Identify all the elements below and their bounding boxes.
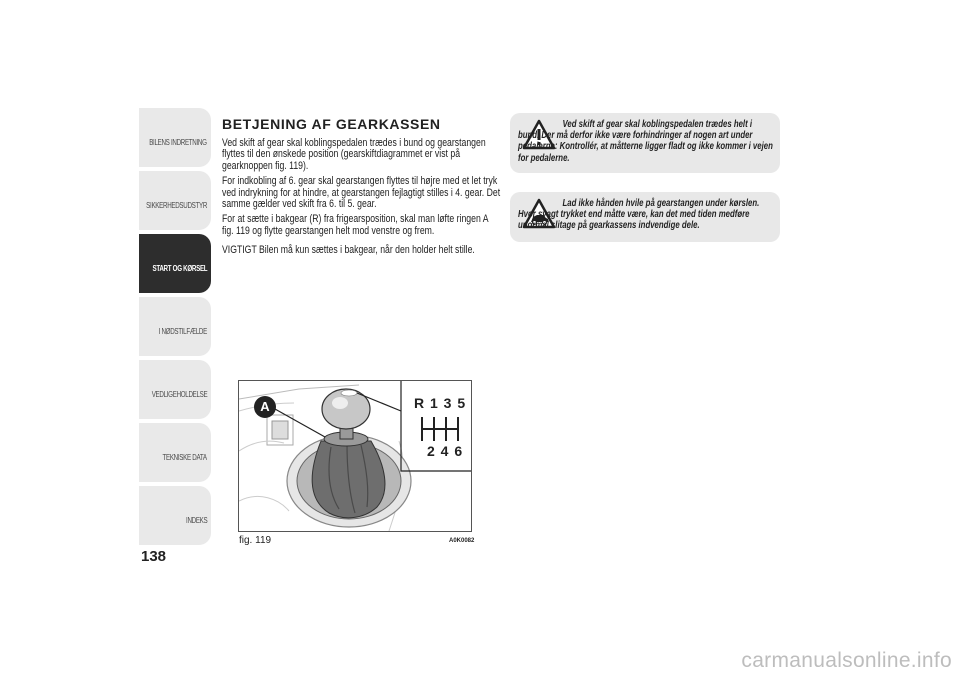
- shift-pattern-bottom: 2 4 6: [427, 443, 464, 459]
- caution-text: Lad ikke hånden hvile på gearstangen under kørslen. Hvor svagt trykket end måtte være, kan det med tiden medføre unormal slitage på gearkassens indvendige dele.: [518, 198, 760, 232]
- tab-i-nodstilfaelde[interactable]: [139, 297, 211, 356]
- tab-sikkerhedsudstyr[interactable]: [139, 171, 211, 230]
- paragraph: VIGTIGT Bilen må kun sættes i bakgear, når den holder helt stille.: [222, 244, 475, 257]
- tab-label: BILENS INDRETNING: [149, 138, 207, 147]
- paragraph: For at sætte i bakgear (R) fra frigearsposition, skal man løfte ringen A fig. 119 og flytte gearstangen helt mod venstre og frem.: [222, 213, 489, 237]
- paragraph: For indkobling af 6. gear skal gearstangen flyttes til højre med et let tryk ved indrykning for at hindre, at gearstangen fejlagtigt stilles i 4. gear. Det samme gælder ved skift fra 6. til 5. gear.: [222, 175, 501, 211]
- tab-indeks[interactable]: [139, 486, 211, 545]
- paragraph: Ved skift af gear skal koblingspedalen trædes i bund og gearstangen flyttes til den ønskede position (gearskiftdiagrammet er vist på gearknoppen fig. 119).: [222, 137, 486, 172]
- caution-box: [510, 192, 780, 242]
- tab-label: INDEKS: [185, 516, 207, 525]
- warning-text: Ved skift af gear skal koblingspedalen trædes helt i bund. Der må derfor ikke være forhindringer af nogen art under pedalerne: Kontrollér, at måtterne ligger fladt og ikke kommer i vejen for pedalerne.: [518, 119, 773, 164]
- tab-vedligeholdelse[interactable]: [139, 360, 211, 419]
- warning-box: [510, 113, 780, 173]
- shift-pattern-top: R 1 3 5: [414, 395, 467, 411]
- gear-lever-figure: [238, 380, 472, 532]
- tab-label: VEDLIGEHOLDELSE: [151, 390, 207, 399]
- section-title: BETJENING AF GEARKASSEN: [222, 116, 441, 132]
- figure-caption: fig. 119: [239, 535, 272, 546]
- shift-pattern: [422, 417, 458, 441]
- tab-label: TEKNISKE DATA: [162, 453, 207, 462]
- chapter-tabs: [139, 108, 211, 545]
- tab-label: START OG KØRSEL: [152, 264, 207, 273]
- tab-bilens-indretning[interactable]: [139, 108, 211, 167]
- tab-label: SIKKERHEDSUDSTYR: [146, 201, 207, 210]
- tab-label: I NØDSTILFÆLDE: [158, 327, 207, 336]
- figure-code: A0K0082: [449, 538, 475, 544]
- tab-start-og-korsel[interactable]: [139, 234, 211, 293]
- tab-tekniske-data[interactable]: [139, 423, 211, 482]
- section-body: [222, 138, 500, 261]
- page-number: 138: [141, 548, 167, 565]
- callout-label-a: A: [260, 399, 270, 414]
- watermark: carmanualsonline.info: [741, 649, 952, 672]
